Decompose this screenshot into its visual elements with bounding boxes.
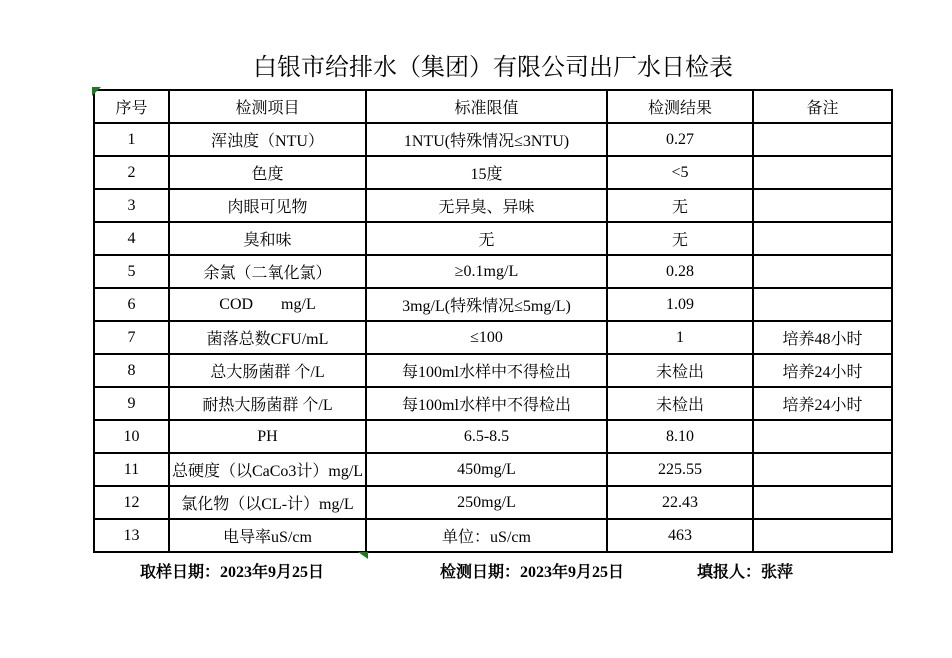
table-row xyxy=(94,123,892,156)
result-cell: 无 xyxy=(607,222,753,255)
note-cell: 培养24小时 xyxy=(753,354,892,387)
note-cell xyxy=(753,156,892,189)
limit-cell: 单位：uS/cm xyxy=(366,519,607,552)
page-title: 白银市给排水（集团）有限公司出厂水日检表 xyxy=(253,55,733,81)
note-cell: 培养24小时 xyxy=(753,387,892,420)
limit-cell: 每100ml水样中不得检出 xyxy=(366,354,607,387)
note-cell xyxy=(753,453,892,486)
column-header: 备注 xyxy=(753,90,892,123)
note-cell xyxy=(753,486,892,519)
limit-cell: 6.5-8.5 xyxy=(366,420,607,453)
table-row xyxy=(94,189,892,222)
column-header: 检测结果 xyxy=(607,90,753,123)
row-number: 7 xyxy=(94,321,169,354)
item-cell: 总大肠菌群 个/L xyxy=(169,354,366,387)
reporter-text: 填报人：张萍 xyxy=(697,564,794,581)
result-cell: 1 xyxy=(607,321,753,354)
item-cell: 臭和味 xyxy=(169,222,366,255)
result-cell: 0.28 xyxy=(607,255,753,288)
item-cell: 肉眼可见物 xyxy=(169,189,366,222)
row-number: 4 xyxy=(94,222,169,255)
column-header: 检测项目 xyxy=(169,90,366,123)
limit-cell: 15度 xyxy=(366,156,607,189)
note-cell xyxy=(753,123,892,156)
limit-cell: 3mg/L(特殊情况≤5mg/L) xyxy=(366,288,607,321)
item-cell: 耐热大肠菌群 个/L xyxy=(169,387,366,420)
sampling-date-text: 取样日期：2023年9月25日 xyxy=(140,564,325,581)
result-cell: <5 xyxy=(607,156,753,189)
item-cell: 浑浊度（NTU） xyxy=(169,123,366,156)
item-cell: 总硬度（以CaCo3计）mg/L xyxy=(169,453,366,486)
note-cell xyxy=(753,420,892,453)
result-cell: 22.43 xyxy=(607,486,753,519)
table-row xyxy=(94,255,892,288)
limit-cell: 每100ml水样中不得检出 xyxy=(366,387,607,420)
table-header-row xyxy=(94,90,892,123)
limit-cell: ≥0.1mg/L xyxy=(366,255,607,288)
note-cell xyxy=(753,189,892,222)
note-cell xyxy=(753,255,892,288)
item-cell: 余氯（二氧化氯） xyxy=(169,255,366,288)
note-cell: 培养48小时 xyxy=(753,321,892,354)
table-row xyxy=(94,486,892,519)
table-row xyxy=(94,453,892,486)
row-number: 3 xyxy=(94,189,169,222)
cell-corner-marker-icon xyxy=(358,552,368,559)
row-number: 12 xyxy=(94,486,169,519)
limit-cell: ≤100 xyxy=(366,321,607,354)
table-row xyxy=(94,354,892,387)
limit-cell: 无异臭、异味 xyxy=(366,189,607,222)
row-number: 10 xyxy=(94,420,169,453)
row-number: 13 xyxy=(94,519,169,552)
limit-cell: 1NTU(特殊情况≤3NTU) xyxy=(366,123,607,156)
result-cell: 463 xyxy=(607,519,753,552)
testing-date-text: 检测日期：2023年9月25日 xyxy=(440,564,625,581)
item-cell: 氯化物（以CL-计）mg/L xyxy=(169,486,366,519)
row-number: 9 xyxy=(94,387,169,420)
limit-cell: 250mg/L xyxy=(366,486,607,519)
result-cell: 未检出 xyxy=(607,354,753,387)
row-number: 1 xyxy=(94,123,169,156)
result-cell: 1.09 xyxy=(607,288,753,321)
table-row xyxy=(94,321,892,354)
row-number: 5 xyxy=(94,255,169,288)
row-number: 8 xyxy=(94,354,169,387)
table-row xyxy=(94,222,892,255)
result-cell: 8.10 xyxy=(607,420,753,453)
item-cell: 电导率uS/cm xyxy=(169,519,366,552)
note-cell xyxy=(753,222,892,255)
item-cell: COD mg/L xyxy=(169,288,366,321)
note-cell xyxy=(753,519,892,552)
inspection-table xyxy=(93,89,893,553)
result-cell: 无 xyxy=(607,189,753,222)
row-number: 6 xyxy=(94,288,169,321)
row-number: 11 xyxy=(94,453,169,486)
result-cell: 未检出 xyxy=(607,387,753,420)
item-cell: 色度 xyxy=(169,156,366,189)
table-row xyxy=(94,288,892,321)
table-row xyxy=(94,420,892,453)
table-row xyxy=(94,387,892,420)
note-cell xyxy=(753,288,892,321)
table-row xyxy=(94,519,892,552)
item-cell: PH xyxy=(169,420,366,453)
row-number: 2 xyxy=(94,156,169,189)
result-cell: 225.55 xyxy=(607,453,753,486)
column-header: 标准限值 xyxy=(366,90,607,123)
result-cell: 0.27 xyxy=(607,123,753,156)
limit-cell: 450mg/L xyxy=(366,453,607,486)
limit-cell: 无 xyxy=(366,222,607,255)
table-row xyxy=(94,156,892,189)
item-cell: 菌落总数CFU/mL xyxy=(169,321,366,354)
column-header: 序号 xyxy=(94,90,169,123)
